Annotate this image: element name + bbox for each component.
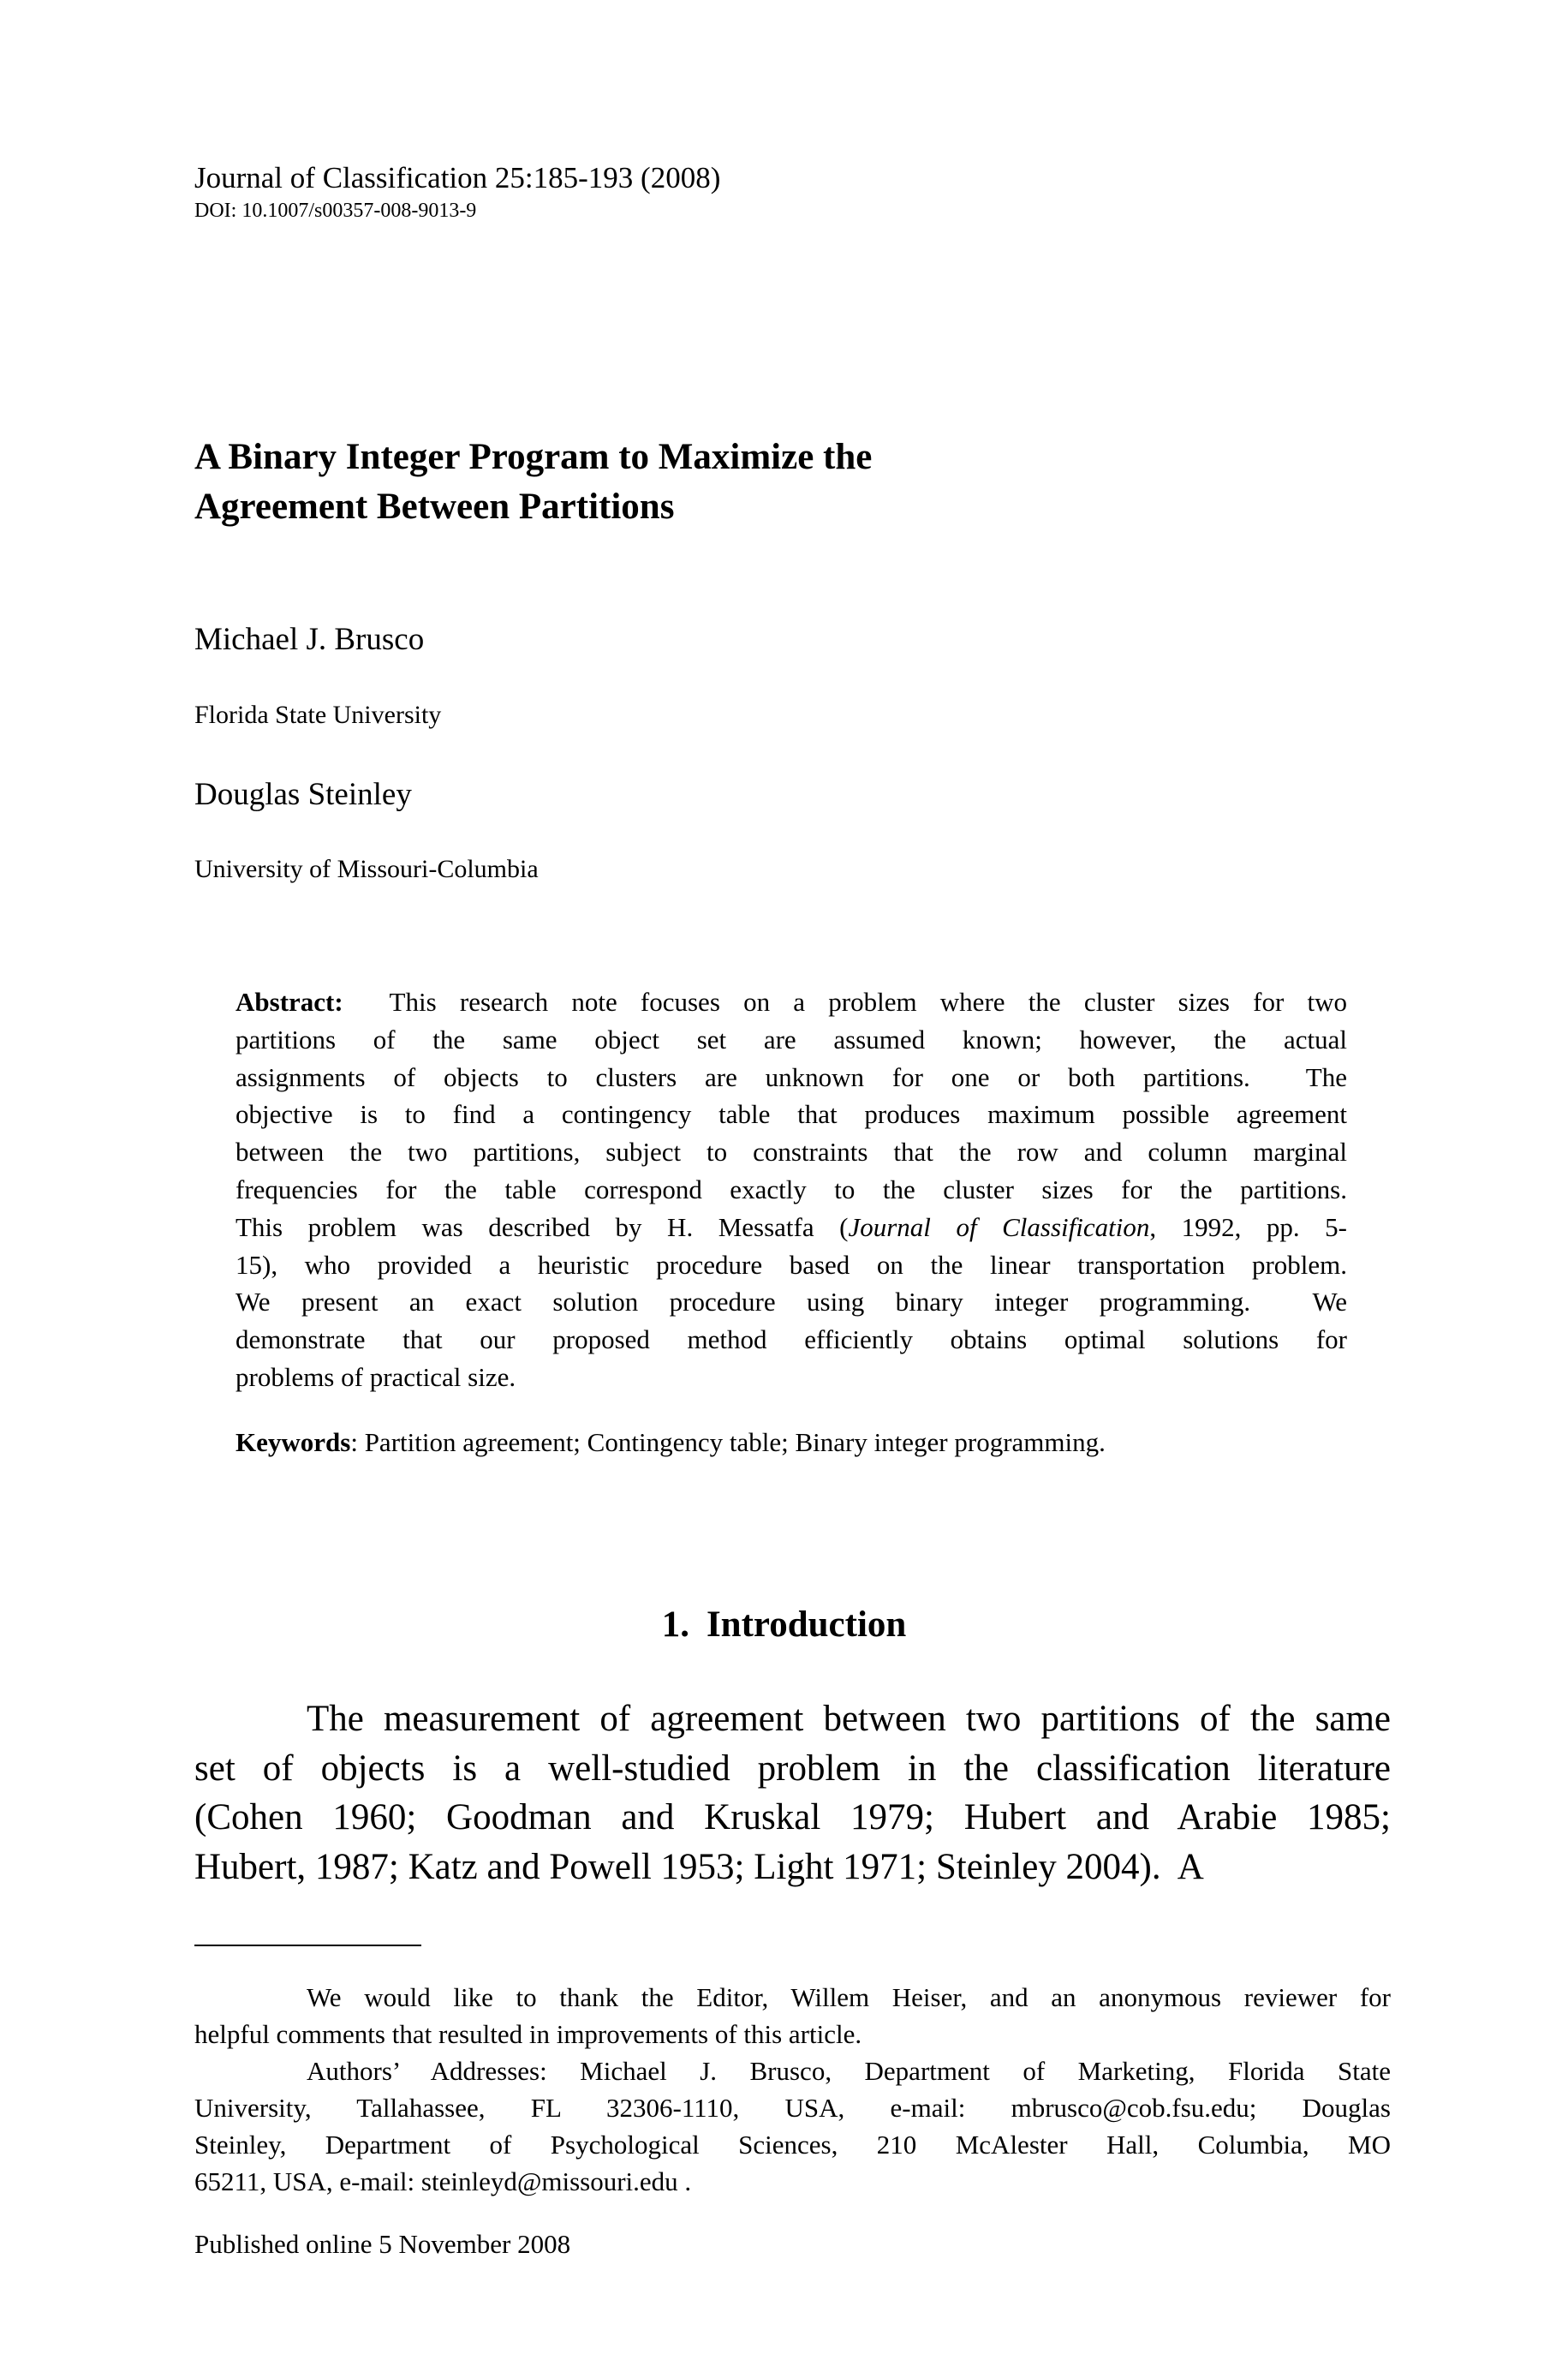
- text-run: , 1992, pp. 5-: [1149, 1211, 1348, 1242]
- text-run: Keywords: [235, 1427, 351, 1457]
- author-name: Douglas Steinley: [194, 777, 412, 812]
- text-run: problems of practical size.: [235, 1361, 516, 1392]
- text-line: [235, 1246, 1347, 1284]
- text-run: demonstrate that our proposed method efficiently obtains optimal solutions for: [235, 1324, 1347, 1355]
- intro-paragraph: [194, 1694, 1391, 1891]
- text-run: set of objects is a well-studied problem in the classification literature: [194, 1748, 1391, 1789]
- text-run: (Cohen 1960; Goodman and Kruskal 1979; Hubert and Arabie 1985;: [194, 1797, 1391, 1837]
- footnote: [194, 1979, 1391, 2200]
- title-line: A Binary Integer Program to Maximize the: [194, 437, 873, 477]
- text-line: [194, 1744, 1391, 1794]
- text-line: [235, 1209, 1347, 1246]
- text-run: between the two partitions, subject to constraints that the row and column marginal: [235, 1137, 1347, 1168]
- text-run: University, Tallahassee, FL 32306-1110, USA, e-mail: mbrusco@cob.fsu.edu; Douglas: [194, 2093, 1391, 2123]
- text-line: [194, 2016, 1391, 2052]
- keywords: [235, 1427, 1106, 1458]
- text-run: The measurement of agreement between two partitions of the same: [307, 1699, 1391, 1739]
- text-run: This problem was described by H. Messatfa (: [235, 1211, 849, 1242]
- text-run: assignments of objects to clusters are unknown for one or both partitions. The: [235, 1061, 1347, 1092]
- text-run: : Partition agreement; Contingency table; Binary integer programming.: [350, 1427, 1106, 1457]
- text-line: [235, 1359, 1347, 1396]
- text-run: helpful comments that resulted in improvements of this article.: [194, 2019, 862, 2049]
- text-run: This research note focuses on a problem where the cluster sizes for two: [343, 987, 1347, 1017]
- title-line: Agreement Between Partitions: [194, 487, 675, 527]
- text-run: 15), who provided a heuristic procedure based on the linear transportation problem.: [235, 1249, 1347, 1280]
- text-run: Steinley, Department of Psychological Sciences, 210 McAlester Hall, Columbia, MO: [194, 2130, 1391, 2160]
- text-run: 65211, USA, e-mail: steinleyd@missouri.edu .: [194, 2166, 692, 2196]
- text-line: [194, 2052, 1391, 2089]
- abstract: [235, 983, 1347, 1396]
- text-line: [194, 1694, 1391, 1744]
- text-run: objective is to find a contingency table that produces maximum possible agreement: [235, 1099, 1347, 1130]
- text-line: [194, 2089, 1391, 2126]
- text-line: [194, 1979, 1391, 2016]
- text-line: [235, 1096, 1347, 1133]
- text-line: [194, 1843, 1391, 1892]
- text-line: [235, 983, 1347, 1021]
- text-run: We present an exact solution procedure using binary integer programming. We: [235, 1287, 1347, 1317]
- text-run: We would like to thank the Editor, Willem Heiser, and an anonymous reviewer for: [307, 1982, 1391, 2012]
- text-line: [235, 1321, 1347, 1359]
- section-title: Introduction: [706, 1604, 907, 1645]
- text-run: partitions of the same object set are assumed known; however, the actual: [235, 1024, 1347, 1055]
- text-line: [235, 1283, 1347, 1321]
- text-run: Authors’ Addresses: Michael J. Brusco, Department of Marketing, Florida State: [307, 2056, 1391, 2086]
- section-number: 1.: [661, 1604, 689, 1645]
- text-line: [194, 1793, 1391, 1843]
- doi: DOI: 10.1007/s00357-008-9013-9: [194, 200, 477, 222]
- footnote-divider: [194, 1945, 421, 1946]
- author-affiliation: University of Missouri-Columbia: [194, 855, 539, 883]
- text-run: Journal of Classification: [848, 1211, 1150, 1242]
- text-line: [235, 1171, 1347, 1209]
- text-line: [194, 2163, 1391, 2200]
- text-line: [194, 2126, 1391, 2163]
- text-line: [235, 1059, 1347, 1096]
- author-affiliation: Florida State University: [194, 701, 442, 729]
- paper-title: [194, 433, 872, 532]
- text-line: [235, 1021, 1347, 1059]
- text-run: frequencies for the table correspond exactly to the cluster sizes for the partitions.: [235, 1174, 1347, 1204]
- journal-citation: Journal of Classification 25:185-193 (2008): [194, 161, 721, 194]
- text-run: Abstract:: [235, 987, 343, 1017]
- author-name: Michael J. Brusco: [194, 622, 425, 657]
- section-heading: [0, 1604, 1568, 1646]
- text-line: [235, 1133, 1347, 1171]
- published-date: Published online 5 November 2008: [194, 2229, 571, 2259]
- text-run: Hubert, 1987; Katz and Powell 1953; Light 1971; Steinley 2004). A: [194, 1846, 1204, 1887]
